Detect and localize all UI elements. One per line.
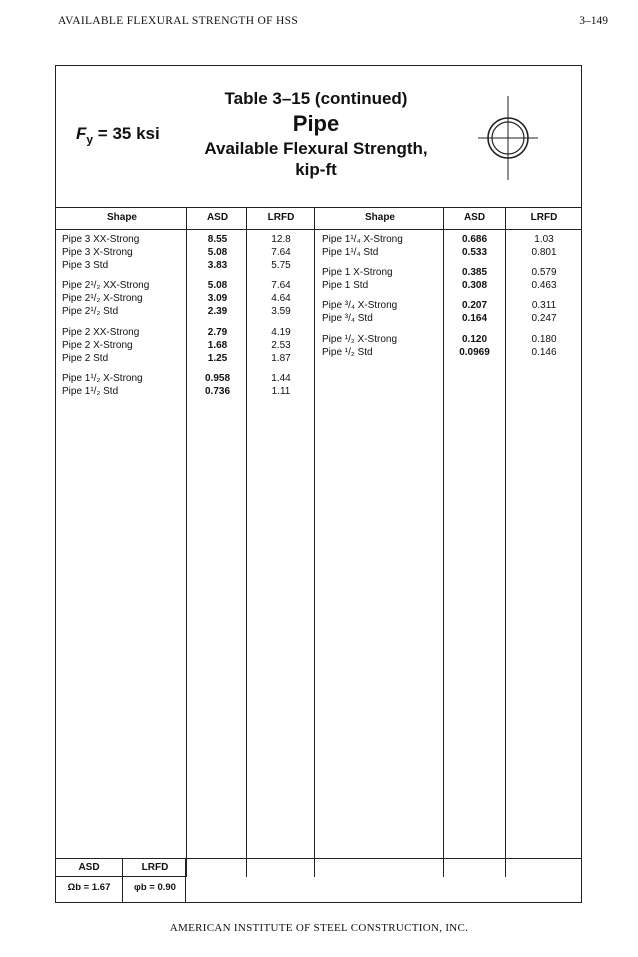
table-header	[56, 66, 581, 208]
table-cell-lrfd: 0.180	[531, 334, 557, 345]
column-divider	[246, 207, 247, 877]
table-frame	[55, 65, 582, 903]
publisher-footer: AMERICAN INSTITUTE OF STEEL CONSTRUCTION, INC.	[169, 922, 469, 934]
table-cell-lrfd: 12.8	[271, 234, 291, 245]
omega-value: Ωb = 1.67	[67, 882, 111, 893]
table-cell-shape: Pipe 3 Std	[62, 260, 109, 271]
right-shape-header: Shape	[364, 212, 395, 223]
table-cell-shape: Pipe 1 Std	[322, 280, 369, 291]
table-cell-shape: Pipe ¹/₂ Std	[322, 347, 373, 358]
table-cell-lrfd: 4.64	[271, 293, 291, 304]
table-cell-lrfd: 0.801	[531, 247, 557, 258]
table-number: Table 3–15 (continued)	[224, 89, 408, 108]
table-cell-asd: 0.164	[461, 313, 488, 324]
table-cell-asd: 0.958	[204, 373, 231, 384]
footer-asd-header: ASD	[78, 862, 100, 873]
table-cell-shape: Pipe 2¹/₂ X-Strong	[62, 293, 143, 304]
table-cell-lrfd: 0.247	[531, 313, 557, 324]
table-cell-lrfd: 1.44	[271, 373, 291, 384]
table-cell-asd: 0.736	[204, 386, 231, 397]
table-cell-asd: 3.83	[207, 260, 228, 271]
table-cell-shape: Pipe 2 Std	[62, 353, 109, 364]
table-cell-lrfd: 0.146	[531, 347, 557, 358]
table-cell-shape: Pipe 1¹/₄ Std	[322, 247, 379, 258]
table-cell-lrfd: 0.579	[531, 267, 557, 278]
table-cell-shape: Pipe 2¹/₂ Std	[62, 306, 119, 317]
table-cell-asd: 2.79	[207, 327, 228, 338]
table-cell-asd: 0.686	[461, 234, 488, 245]
page-number: 3–149	[579, 15, 608, 27]
table-cell-lrfd: 1.87	[271, 353, 291, 364]
column-divider	[505, 207, 506, 877]
yield-strength-label: $F_y = 35$ ksi	[76, 124, 160, 147]
table-cell-shape: Pipe 1¹/₂ X-Strong	[62, 373, 143, 384]
header-rule	[56, 229, 581, 230]
right-asd-header: ASD	[463, 212, 486, 223]
table-cell-lrfd: 7.64	[271, 247, 291, 258]
running-head: AVAILABLE FLEXURAL STRENGTH OF HSS	[58, 15, 299, 27]
table-cell-shape: Pipe 1¹/₄ X-Strong	[322, 234, 403, 245]
table-cell-asd: 1.68	[207, 340, 228, 351]
table-subtitle: Available Flexural Strength,	[204, 139, 428, 158]
table-cell-asd: 0.207	[461, 300, 488, 311]
table-cell-shape: Pipe ¹/₂ X-Strong	[322, 334, 398, 345]
left-lrfd-header: LRFD	[267, 212, 295, 223]
table-cell-lrfd: 0.463	[531, 280, 557, 291]
table-cell-shape: Pipe 3 X-Strong	[62, 247, 133, 258]
table-cell-lrfd: 4.19	[271, 327, 291, 338]
table-cell-lrfd: 5.75	[271, 260, 291, 271]
pipe-section-icon	[478, 96, 538, 180]
table-cell-shape: Pipe 2¹/₂ XX-Strong	[62, 280, 150, 291]
left-shape-header: Shape	[106, 212, 137, 223]
table-cell-asd: 0.385	[461, 267, 488, 278]
footer-box-divider	[122, 859, 123, 902]
table-cell-asd: 0.120	[461, 334, 488, 345]
left-asd-header: ASD	[206, 212, 229, 223]
table-cell-lrfd: 2.53	[271, 340, 291, 351]
table-cell-asd: 0.308	[461, 280, 488, 291]
right-lrfd-header: LRFD	[530, 212, 558, 223]
table-cell-lrfd: 1.03	[534, 234, 554, 245]
table-cell-shape: Pipe 2 X-Strong	[62, 340, 133, 351]
table-cell-lrfd: 7.64	[271, 280, 291, 291]
table-cell-lrfd: 1.11	[271, 386, 291, 397]
resistance-factor-box	[56, 858, 186, 902]
table-cell-asd: 0.0969	[459, 347, 490, 358]
table-cell-lrfd: 3.59	[271, 306, 291, 317]
table-cell-shape: Pipe 1¹/₂ Std	[62, 386, 119, 397]
column-divider	[443, 207, 444, 877]
table-cell-shape: Pipe ³/₄ X-Strong	[322, 300, 398, 311]
table-cell-asd: 2.39	[207, 306, 228, 317]
table-cell-asd: 1.25	[207, 353, 228, 364]
table-cell-lrfd: 0.311	[531, 300, 557, 311]
column-divider	[186, 207, 187, 877]
footer-box-rule	[56, 876, 185, 877]
table-section: Pipe	[292, 111, 340, 136]
footer-lrfd-header: LRFD	[141, 862, 169, 873]
table-cell-shape: Pipe 3 XX-Strong	[62, 234, 140, 245]
phi-value: φb = 0.90	[134, 882, 176, 893]
table-cell-asd: 5.08	[207, 247, 228, 258]
table-cell-asd: 0.533	[461, 247, 488, 258]
table-title	[156, 88, 476, 180]
column-divider	[314, 207, 315, 877]
table-units: kip-ft	[295, 160, 337, 179]
table-cell-asd: 8.55	[207, 234, 228, 245]
table-cell-shape: Pipe 1 X-Strong	[322, 267, 393, 278]
table-cell-asd: 3.09	[207, 293, 228, 304]
table-cell-shape: Pipe 2 XX-Strong	[62, 327, 140, 338]
table-cell-asd: 5.08	[207, 280, 228, 291]
table-cell-shape: Pipe ³/₄ Std	[322, 313, 373, 324]
